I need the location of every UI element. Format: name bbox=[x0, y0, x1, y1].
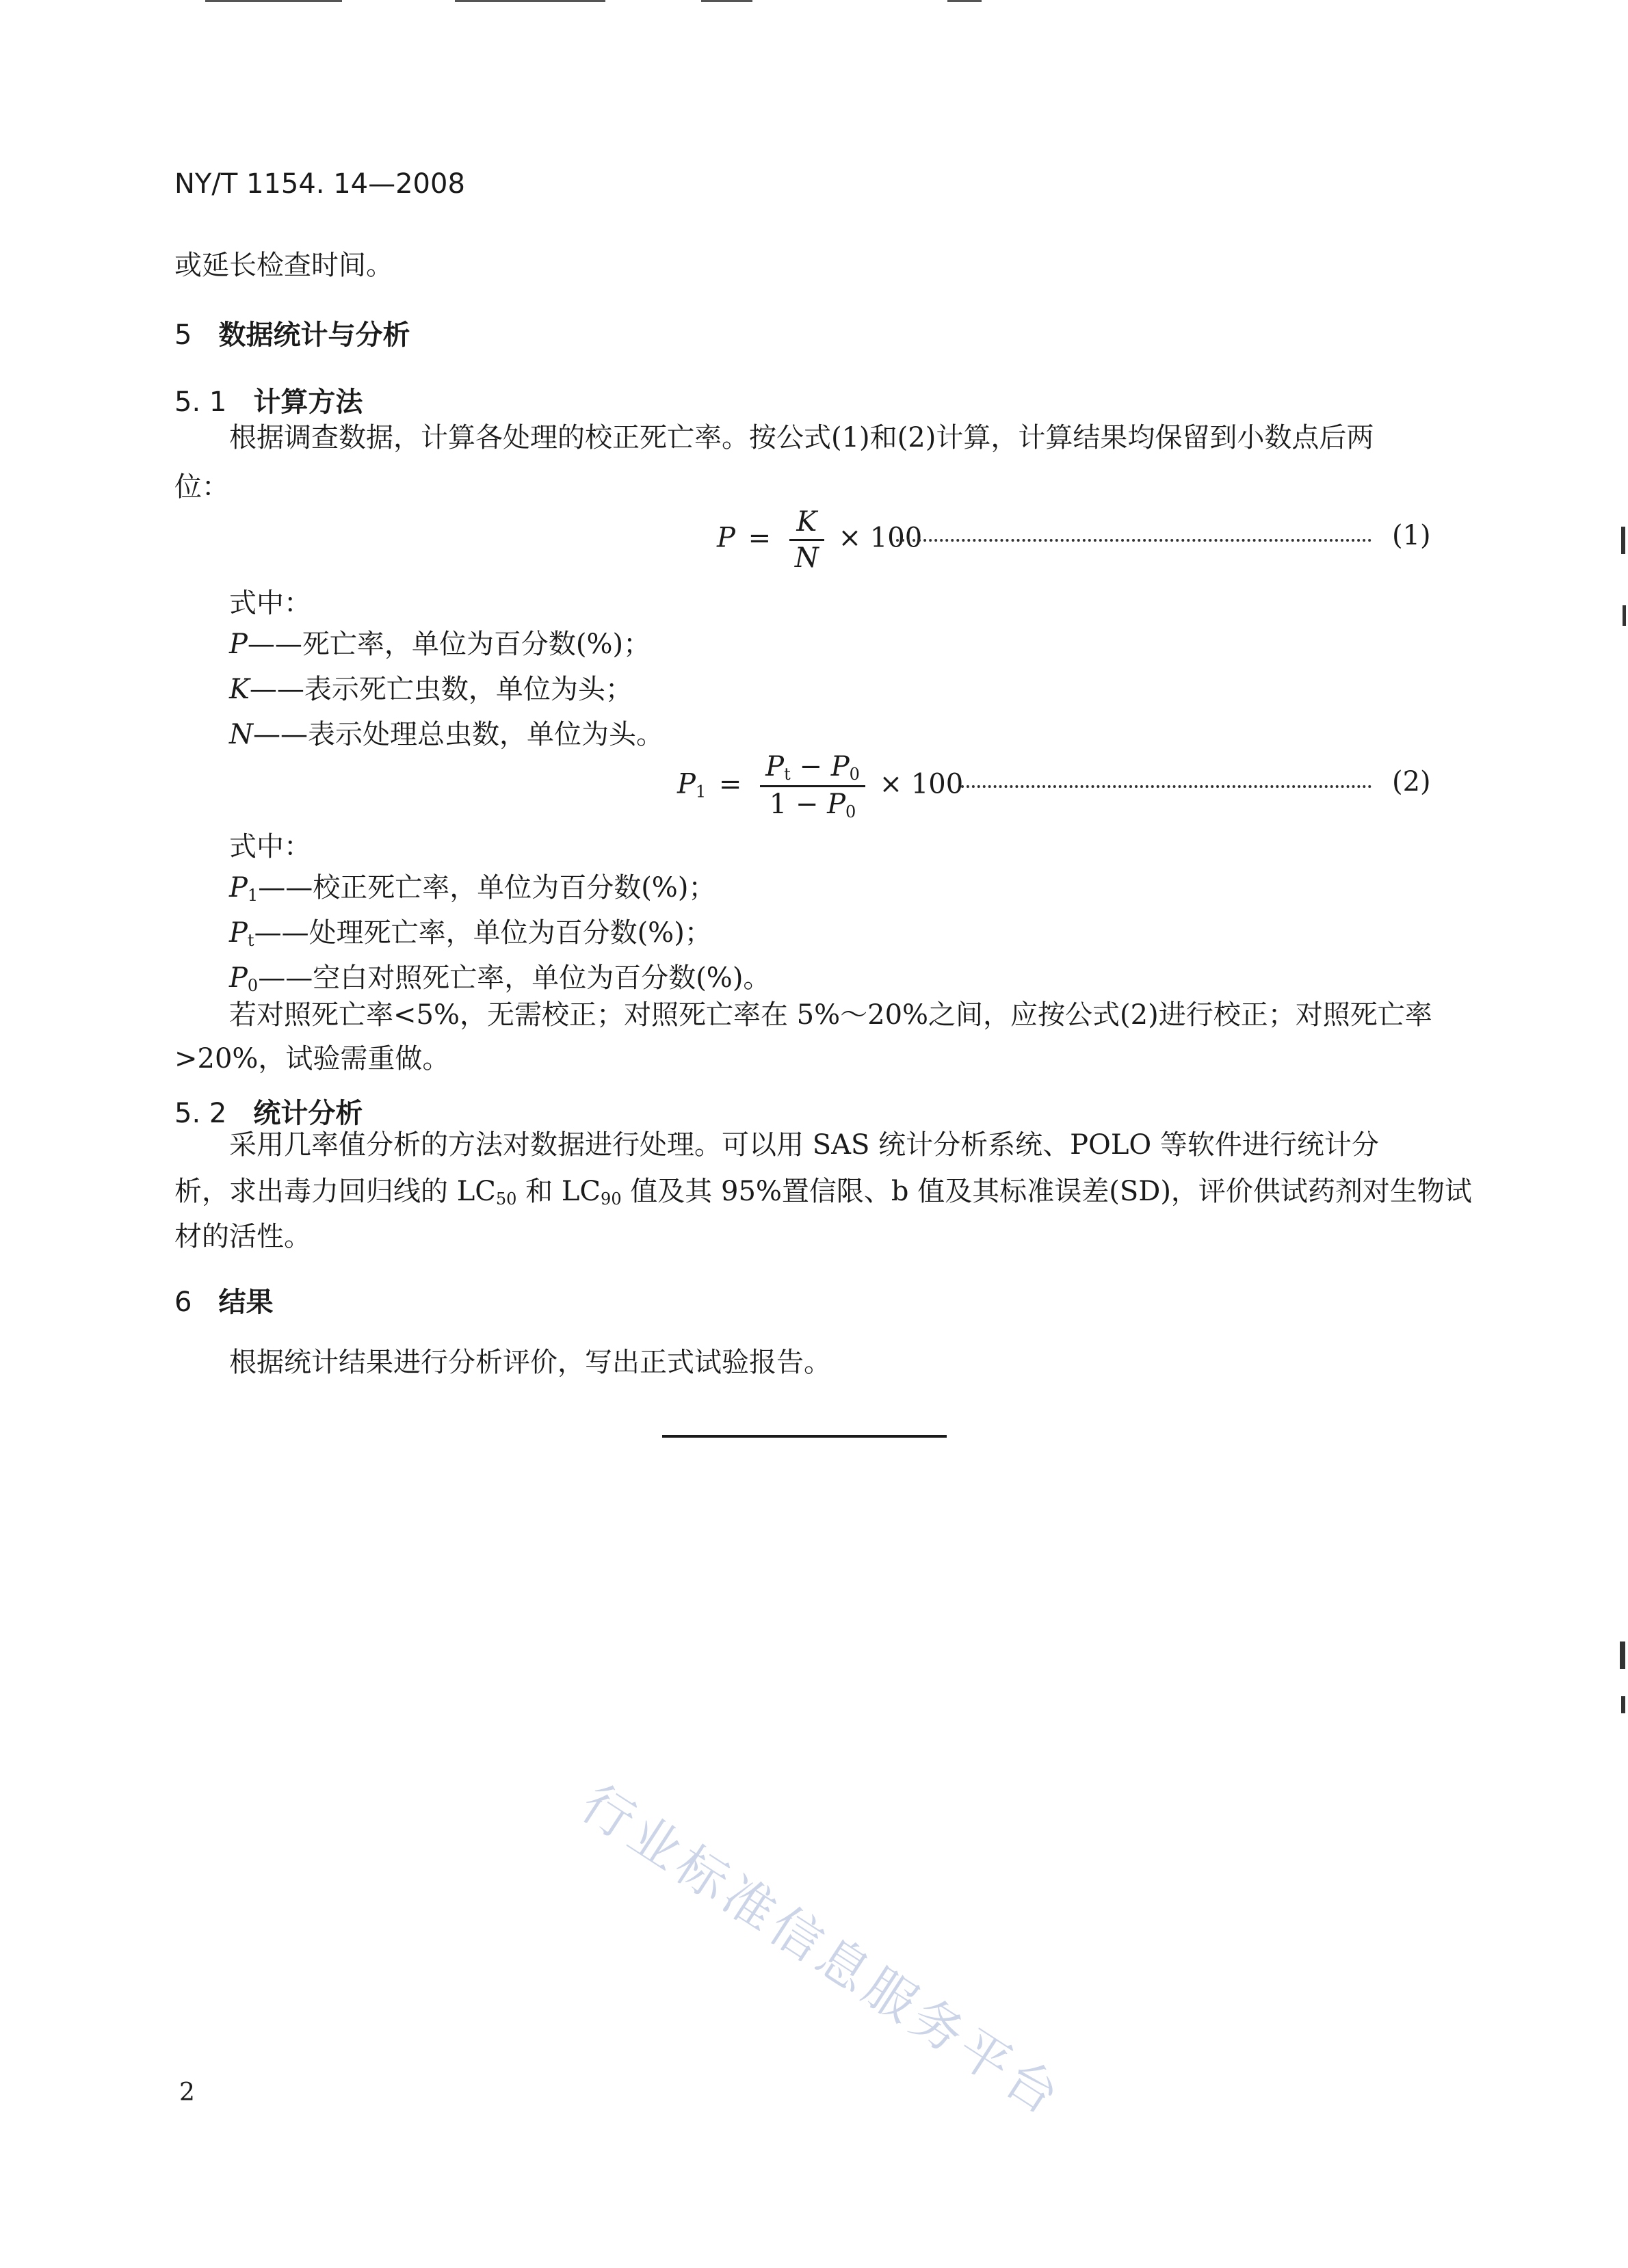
variable-subscript: t bbox=[247, 931, 254, 950]
definition-text: 空白对照死亡率，单位为百分数(%)。 bbox=[313, 962, 771, 994]
subscript: 90 bbox=[601, 1189, 622, 1209]
section-title: 数据统计与分析 bbox=[218, 319, 410, 351]
scan-artifact-mark bbox=[1621, 527, 1625, 554]
formula-number: (2) bbox=[1392, 766, 1431, 797]
definition-dash: —— bbox=[258, 872, 313, 904]
numerator-subscript: 0 bbox=[849, 765, 860, 784]
definition-dash: —— bbox=[249, 674, 304, 705]
variable-subscript: 0 bbox=[247, 976, 259, 995]
definition-text: 死亡率，单位为百分数(%)； bbox=[302, 629, 651, 660]
watermark: 行业标准信息服务平台 bbox=[570, 1773, 1073, 2129]
formula-equals: = bbox=[718, 768, 742, 800]
subscript: 50 bbox=[495, 1189, 517, 1209]
variable-subscript: 1 bbox=[247, 886, 259, 905]
section-6-heading bbox=[174, 1280, 274, 1319]
formula-fraction bbox=[789, 506, 824, 574]
formula-2 bbox=[677, 751, 963, 821]
leader-dots bbox=[896, 539, 1371, 542]
variable-symbol: P bbox=[229, 917, 248, 949]
section-title: 计算方法 bbox=[253, 386, 363, 418]
variable-definition bbox=[229, 867, 715, 916]
paragraph-line: 若对照死亡率<5%，无需校正；对照死亡率在 5%～20%之间，应按公式(2)进行校正；对照死亡率 bbox=[229, 999, 1432, 1031]
where-label: 式中： bbox=[229, 588, 311, 619]
scan-artifact-line bbox=[701, 0, 752, 2]
text-run: 析，求出毒力回归线的 LC bbox=[174, 1176, 496, 1207]
denominator-term: 1 − bbox=[769, 789, 828, 820]
formula-symbol: P bbox=[717, 522, 735, 554]
leader-dots bbox=[961, 785, 1371, 788]
fraction-denominator bbox=[760, 787, 865, 821]
section-number: 5 bbox=[174, 319, 192, 351]
formula-times: × 100 bbox=[879, 768, 964, 800]
scan-artifact-line bbox=[455, 0, 605, 2]
definition-dash: —— bbox=[258, 962, 313, 994]
variable-symbol: K bbox=[229, 674, 250, 705]
paragraph-line: 材的活性。 bbox=[174, 1221, 311, 1252]
fraction-denominator: N bbox=[794, 542, 819, 574]
numerator-subscript: t bbox=[784, 765, 791, 784]
paragraph-line: 采用几率值分析的方法对数据进行处理。可以用 SAS 统计分析系统、POLO 等软件进行统计分 bbox=[229, 1129, 1379, 1161]
paragraph-line: >20%，试验需重做。 bbox=[174, 1043, 450, 1074]
text-run: 值及其 95%置信限、b 值及其标准误差(SD)，评价供试药剂对生物试 bbox=[621, 1176, 1472, 1207]
formula-number: (1) bbox=[1392, 520, 1431, 551]
section-5-1-heading bbox=[174, 380, 363, 419]
variable-definition bbox=[229, 912, 712, 961]
standard-code: NY/T 1154. 14—2008 bbox=[174, 168, 465, 200]
section-title: 结果 bbox=[218, 1287, 274, 1318]
scan-artifact-line bbox=[205, 0, 342, 2]
definition-text: 表示死亡虫数，单位为头； bbox=[304, 674, 633, 705]
denominator-subscript: 0 bbox=[845, 802, 856, 821]
section-number: 5. 1 bbox=[174, 386, 227, 418]
page-number: 2 bbox=[179, 2079, 195, 2107]
variable-definition bbox=[229, 669, 633, 710]
scan-artifact-mark bbox=[1621, 1696, 1625, 1713]
variable-symbol: P bbox=[229, 629, 248, 660]
denominator-symbol: P bbox=[827, 789, 846, 820]
scan-artifact-mark bbox=[1623, 605, 1626, 626]
variable-definition bbox=[229, 624, 651, 665]
definition-text: 表示处理总虫数，单位为头。 bbox=[308, 719, 664, 750]
definition-dash: —— bbox=[253, 719, 308, 750]
paragraph-line bbox=[174, 1171, 1472, 1219]
section-number: 5. 2 bbox=[174, 1098, 227, 1129]
fraction-numerator: K bbox=[789, 506, 824, 541]
variable-symbol: P bbox=[229, 872, 248, 904]
numerator-operator: − bbox=[790, 751, 831, 782]
scan-artifact-mark bbox=[1620, 1641, 1625, 1669]
continuation-text: 或延长检查时间。 bbox=[174, 250, 393, 281]
formula-1 bbox=[717, 506, 922, 574]
where-label: 式中： bbox=[229, 831, 311, 862]
variable-symbol: P bbox=[229, 962, 248, 994]
paragraph-line: 根据调查数据，计算各处理的校正死亡率。按公式(1)和(2)计算，计算结果均保留到小数点后两 bbox=[229, 422, 1374, 453]
paragraph-line: 位： bbox=[174, 471, 229, 503]
end-of-document-rule bbox=[662, 1435, 947, 1438]
formula-subscript: 1 bbox=[695, 782, 707, 802]
section-title: 统计分析 bbox=[253, 1098, 363, 1129]
paragraph-line: 根据统计结果进行分析评价，写出正式试验报告。 bbox=[229, 1347, 831, 1378]
text-run: 和 LC bbox=[516, 1176, 601, 1207]
formula-times: × 100 bbox=[838, 522, 923, 554]
variable-definition bbox=[229, 714, 664, 755]
formula-symbol: P bbox=[677, 768, 696, 800]
formula-fraction bbox=[760, 751, 865, 821]
section-5-heading bbox=[174, 313, 410, 352]
scan-artifact-line bbox=[947, 0, 982, 2]
variable-symbol: N bbox=[229, 719, 253, 750]
definition-dash: —— bbox=[254, 917, 309, 949]
definition-dash: —— bbox=[247, 629, 302, 660]
definition-text: 处理死亡率，单位为百分数(%)； bbox=[308, 917, 712, 949]
numerator-symbol: P bbox=[765, 751, 785, 782]
numerator-symbol: P bbox=[830, 751, 850, 782]
definition-text: 校正死亡率，单位为百分数(%)； bbox=[313, 872, 716, 904]
section-number: 6 bbox=[174, 1287, 192, 1318]
formula-equals: = bbox=[748, 522, 772, 554]
fraction-numerator bbox=[760, 751, 865, 787]
